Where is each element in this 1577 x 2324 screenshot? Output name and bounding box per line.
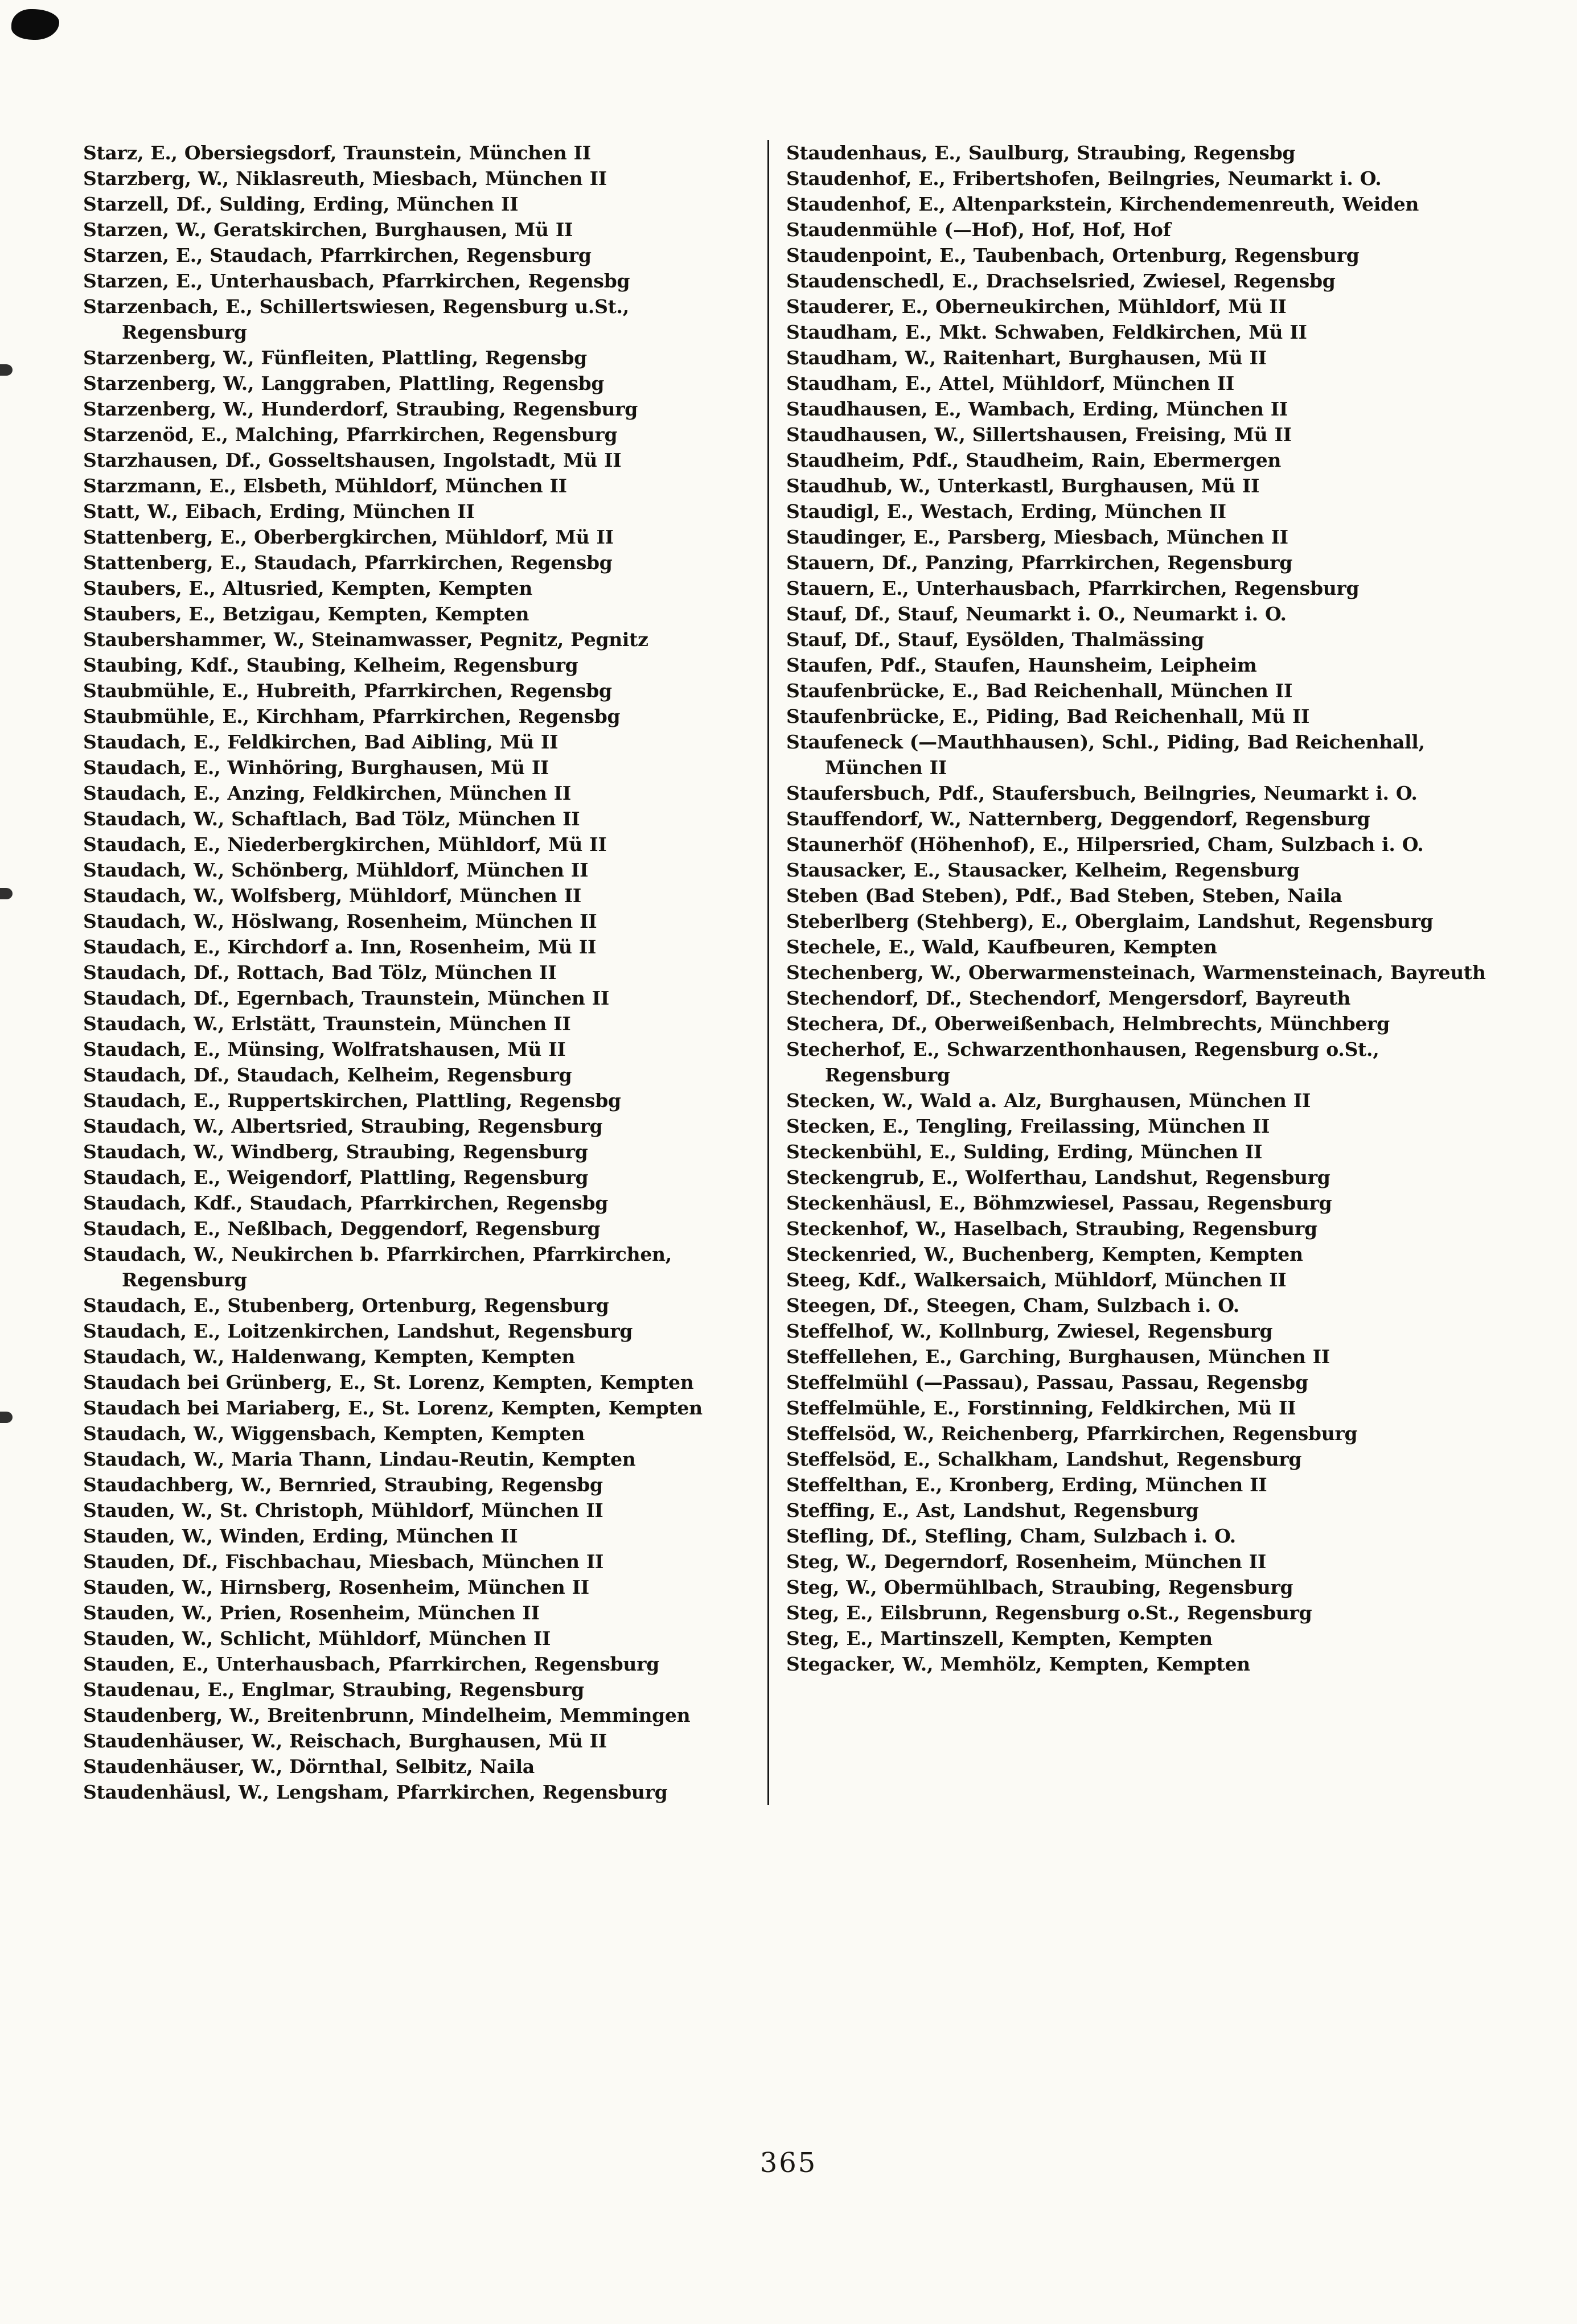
- gazetteer-entry: Starzenberg, W., Fünfleiten, Plattling, Regensbg: [83, 347, 587, 369]
- gazetteer-entry: Steberlberg (Stehberg), E., Oberglaim, Landshut, Regensburg: [786, 910, 1434, 932]
- gazetteer-entry: Steg, W., Obermühlbach, Straubing, Regensburg: [786, 1576, 1293, 1598]
- gazetteer-entry: Staubershammer, W., Steinamwasser, Pegnitz, Pegnitz: [83, 628, 648, 651]
- gazetteer-entry: Staudhausen, E., Wambach, Erding, München II: [786, 398, 1288, 420]
- gazetteer-entry: Stauden, W., Hirnsberg, Rosenheim, München II: [83, 1576, 589, 1598]
- gazetteer-entry: Staudigl, E., Westach, Erding, München II: [786, 500, 1226, 523]
- gazetteer-entry: Staudach, Df., Staudach, Kelheim, Regensburg: [83, 1064, 572, 1086]
- gazetteer-entry: Staudenhäuser, W., Dörnthal, Selbitz, Naila: [83, 1755, 535, 1778]
- gazetteer-entry: Stechele, E., Wald, Kaufbeuren, Kempten: [786, 936, 1217, 958]
- gazetteer-entry: Staudachberg, W., Bernried, Straubing, Regensbg: [83, 1474, 603, 1496]
- gazetteer-entry: Staufersbuch, Pdf., Staufersbuch, Beilngries, Neumarkt i. O.: [786, 782, 1418, 804]
- gazetteer-entry: Staudheim, Pdf., Staudheim, Rain, Ebermergen: [786, 449, 1282, 471]
- gazetteer-entry: Steckenhäusl, E., Böhmzwiesel, Passau, Regensburg: [786, 1192, 1332, 1214]
- text-columns: [83, 140, 1489, 1805]
- gazetteer-entry: Staudenschedl, E., Drachselsried, Zwiesel, Regensbg: [786, 270, 1336, 292]
- gazetteer-entry: Steffing, E., Ast, Landshut, Regensburg: [786, 1499, 1199, 1521]
- gazetteer-entry: Stauffendorf, W., Natternberg, Deggendorf, Regensburg: [786, 808, 1370, 830]
- gazetteer-entry: Staudhausen, W., Sillertshausen, Freising, Mü II: [786, 423, 1292, 446]
- scan-artifact: [11, 9, 59, 40]
- gazetteer-entry: Staudach, W., Erlstätt, Traunstein, München II: [83, 1013, 571, 1035]
- gazetteer-entry: Staubmühle, E., Hubreith, Pfarrkirchen, Regensbg: [83, 680, 612, 702]
- gazetteer-entry: Steg, W., Degerndorf, Rosenheim, München II: [786, 1550, 1266, 1573]
- gazetteer-entry: Staudach, E., Ruppertskirchen, Plattling, Regensbg: [83, 1089, 621, 1112]
- gazetteer-entry: Steckenbühl, E., Sulding, Erding, München II: [786, 1141, 1263, 1163]
- gazetteer-entry: Steffelthan, E., Kronberg, Erding, München II: [786, 1474, 1267, 1496]
- left-column: [83, 140, 755, 1805]
- gazetteer-entry: Stecherhof, E., Schwarzenthonhausen, Regensburg o.St., Regensburg: [786, 1038, 1379, 1086]
- gazetteer-entry: Starzenberg, W., Hunderdorf, Straubing, Regensburg: [83, 398, 638, 420]
- gazetteer-entry: Stechera, Df., Oberweißenbach, Helmbrechts, Münchberg: [786, 1013, 1390, 1035]
- gazetteer-entry: Staudinger, E., Parsberg, Miesbach, München II: [786, 526, 1288, 548]
- scan-artifact: [0, 888, 13, 899]
- gazetteer-entry: Steffelsöd, E., Schalkham, Landshut, Regensburg: [786, 1448, 1302, 1470]
- gazetteer-entry: Staudach, E., Stubenberg, Ortenburg, Regensburg: [83, 1294, 609, 1317]
- gazetteer-entry: Staudenau, E., Englmar, Straubing, Regensburg: [83, 1679, 585, 1701]
- gazetteer-entry: Staunerhöf (Höhenhof), E., Hilpersried, Cham, Sulzbach i. O.: [786, 833, 1424, 855]
- gazetteer-entry: Stechenberg, W., Oberwarmensteinach, Warmensteinach, Bayreuth: [786, 961, 1486, 984]
- gazetteer-entry: Staudenhäuser, W., Reischach, Burghausen, Mü II: [83, 1730, 607, 1752]
- gazetteer-entry: Staubers, E., Betzigau, Kempten, Kempten: [83, 603, 529, 625]
- gazetteer-entry: Staudenberg, W., Breitenbrunn, Mindelheim, Memmingen: [83, 1704, 691, 1726]
- gazetteer-entry: Staudach, E., Münsing, Wolfratshausen, Mü II: [83, 1038, 566, 1060]
- column-divider: [767, 140, 769, 1805]
- gazetteer-entry: Steffelmühl (—Passau), Passau, Passau, Regensbg: [786, 1371, 1308, 1393]
- gazetteer-entry: Stecken, E., Tengling, Freilassing, München II: [786, 1115, 1270, 1137]
- gazetteer-entry: Stauf, Df., Stauf, Eysölden, Thalmässing: [786, 628, 1204, 651]
- gazetteer-entry: Stauden, W., St. Christoph, Mühldorf, München II: [83, 1499, 603, 1521]
- gazetteer-entry: Staudham, W., Raitenhart, Burghausen, Mü II: [786, 347, 1267, 369]
- gazetteer-entry: Stauderer, E., Oberneukirchen, Mühldorf, Mü II: [786, 295, 1287, 318]
- gazetteer-entry: Steckengrub, E., Wolferthau, Landshut, Regensburg: [786, 1166, 1330, 1188]
- gazetteer-entry: Starzenöd, E., Malching, Pfarrkirchen, Regensburg: [83, 423, 618, 446]
- scan-artifact: [0, 364, 13, 376]
- gazetteer-entry: Starzen, W., Geratskirchen, Burghausen, Mü II: [83, 219, 573, 241]
- gazetteer-entry: Staudach bei Mariaberg, E., St. Lorenz, Kempten, Kempten: [83, 1397, 703, 1419]
- gazetteer-entry: Staudham, E., Mkt. Schwaben, Feldkirchen, Mü II: [786, 321, 1307, 343]
- gazetteer-entry: Steg, E., Martinszell, Kempten, Kempten: [786, 1627, 1213, 1650]
- gazetteer-entry: Staudenpoint, E., Taubenbach, Ortenburg, Regensburg: [786, 244, 1360, 266]
- gazetteer-entry: Staudach, W., Albertsried, Straubing, Regensburg: [83, 1115, 603, 1137]
- gazetteer-entry: Staudach, W., Neukirchen b. Pfarrkirchen, Pfarrkirchen, Regensburg: [83, 1243, 672, 1291]
- gazetteer-entry: Steffelhof, W., Kollnburg, Zwiesel, Regensburg: [786, 1320, 1273, 1342]
- gazetteer-entry: Staudach, Kdf., Staudach, Pfarrkirchen, Regensbg: [83, 1192, 608, 1214]
- gazetteer-entry: Staudenhäusl, W., Lengsham, Pfarrkirchen, Regensburg: [83, 1781, 668, 1803]
- gazetteer-entry: Staudach, E., Neßlbach, Deggendorf, Regensburg: [83, 1217, 601, 1240]
- gazetteer-entry: Staudenhof, E., Fribertshofen, Beilngries, Neumarkt i. O.: [786, 167, 1382, 190]
- gazetteer-entry: Staudach, E., Loitzenkirchen, Landshut, Regensburg: [83, 1320, 633, 1342]
- gazetteer-entry: Stauden, W., Prien, Rosenheim, München II: [83, 1602, 540, 1624]
- gazetteer-entry: Staufenbrücke, E., Bad Reichenhall, München II: [786, 680, 1293, 702]
- gazetteer-entry: Starzberg, W., Niklasreuth, Miesbach, München II: [83, 167, 607, 190]
- gazetteer-entry: Staudham, E., Attel, Mühldorf, München II: [786, 372, 1235, 394]
- gazetteer-entry: Staudhub, W., Unterkastl, Burghausen, Mü II: [786, 475, 1260, 497]
- gazetteer-entry: Staudach, W., Höslwang, Rosenheim, München II: [83, 910, 597, 932]
- gazetteer-entry: Starz, E., Obersiegsdorf, Traunstein, München II: [83, 142, 591, 164]
- gazetteer-entry: Staudach, W., Wolfsberg, Mühldorf, München II: [83, 885, 581, 907]
- gazetteer-entry: Steckenhof, W., Haselbach, Straubing, Regensburg: [786, 1217, 1317, 1240]
- gazetteer-entry: Staudenhaus, E., Saulburg, Straubing, Regensbg: [786, 142, 1296, 164]
- gazetteer-entry: Steffelmühle, E., Forstinning, Feldkirchen, Mü II: [786, 1397, 1296, 1419]
- gazetteer-entry: Starzen, E., Staudach, Pfarrkirchen, Regensburg: [83, 244, 592, 266]
- gazetteer-entry: Staudach, E., Winhöring, Burghausen, Mü II: [83, 756, 549, 779]
- gazetteer-entry: Steffelsöd, W., Reichenberg, Pfarrkirchen, Regensburg: [786, 1422, 1358, 1445]
- gazetteer-entry: Staudach, W., Schönberg, Mühldorf, München II: [83, 859, 589, 881]
- gazetteer-entry: Staudach, W., Wiggensbach, Kempten, Kempten: [83, 1422, 585, 1445]
- gazetteer-entry: Staudenhof, E., Altenparkstein, Kirchendemenreuth, Weiden: [786, 193, 1419, 215]
- gazetteer-entry: Staudach, E., Feldkirchen, Bad Aibling, Mü II: [83, 731, 558, 753]
- page-number: 365: [759, 2147, 818, 2179]
- gazetteer-entry: Starzell, Df., Sulding, Erding, München II: [83, 193, 519, 215]
- gazetteer-entry: Stauern, Df., Panzing, Pfarrkirchen, Regensburg: [786, 552, 1293, 574]
- gazetteer-entry: Staufenbrücke, E., Piding, Bad Reichenhall, Mü II: [786, 705, 1310, 727]
- gazetteer-entry: Staudach, Df., Egernbach, Traunstein, München II: [83, 987, 609, 1009]
- gazetteer-entry: Staudach, E., Anzing, Feldkirchen, München II: [83, 782, 572, 804]
- gazetteer-entry: Stecken, W., Wald a. Alz, Burghausen, München II: [786, 1089, 1311, 1112]
- gazetteer-entry: Starzmann, E., Elsbeth, Mühldorf, München II: [83, 475, 567, 497]
- gazetteer-entry: Stauf, Df., Stauf, Neumarkt i. O., Neumarkt i. O.: [786, 603, 1287, 625]
- gazetteer-entry: Stausacker, E., Stausacker, Kelheim, Regensburg: [786, 859, 1300, 881]
- gazetteer-entry: Staudach, W., Maria Thann, Lindau-Reutin, Kempten: [83, 1448, 636, 1470]
- gazetteer-entry: Stauden, W., Winden, Erding, München II: [83, 1525, 518, 1547]
- gazetteer-entry: Staudach, E., Weigendorf, Plattling, Regensburg: [83, 1166, 589, 1188]
- gazetteer-entry: Staudach, E., Kirchdorf a. Inn, Rosenheim, Mü II: [83, 936, 597, 958]
- scan-artifact: [0, 1412, 13, 1423]
- gazetteer-entry: Starzen, E., Unterhausbach, Pfarrkirchen, Regensbg: [83, 270, 630, 292]
- gazetteer-entry: Staudach bei Grünberg, E., St. Lorenz, Kempten, Kempten: [83, 1371, 694, 1393]
- gazetteer-entry: Staufeneck (—Mauthhausen), Schl., Piding, Bad Reichenhall, München II: [786, 731, 1425, 779]
- gazetteer-entry: Starzhausen, Df., Gosseltshausen, Ingolstadt, Mü II: [83, 449, 622, 471]
- gazetteer-entry: Steffellehen, E., Garching, Burghausen, München II: [786, 1346, 1330, 1368]
- gazetteer-entry: Staudach, E., Niederbergkirchen, Mühldorf, Mü II: [83, 833, 607, 855]
- gazetteer-entry: Statt, W., Eibach, Erding, München II: [83, 500, 475, 523]
- gazetteer-entry: Stattenberg, E., Oberbergkirchen, Mühldorf, Mü II: [83, 526, 614, 548]
- gazetteer-entry: Staudach, W., Haldenwang, Kempten, Kempten: [83, 1346, 576, 1368]
- gazetteer-entry: Steeg, Kdf., Walkersaich, Mühldorf, München II: [786, 1269, 1287, 1291]
- gazetteer-entry: Steg, E., Eilsbrunn, Regensburg o.St., Regensburg: [786, 1602, 1312, 1624]
- gazetteer-entry: Staubmühle, E., Kirchham, Pfarrkirchen, Regensbg: [83, 705, 621, 727]
- gazetteer-entry: Starzenberg, W., Langgraben, Plattling, Regensbg: [83, 372, 605, 394]
- gazetteer-entry: Steckenried, W., Buchenberg, Kempten, Kempten: [786, 1243, 1303, 1265]
- gazetteer-entry: Staubers, E., Altusried, Kempten, Kempten: [83, 577, 533, 599]
- gazetteer-entry: Stauern, E., Unterhausbach, Pfarrkirchen, Regensburg: [786, 577, 1360, 599]
- gazetteer-entry: Staudenmühle (—Hof), Hof, Hof, Hof: [786, 219, 1171, 241]
- gazetteer-entry: Staudach, W., Windberg, Straubing, Regensburg: [83, 1141, 588, 1163]
- gazetteer-entry: Stauden, W., Schlicht, Mühldorf, München II: [83, 1627, 551, 1650]
- gazetteer-entry: Steben (Bad Steben), Pdf., Bad Steben, Steben, Naila: [786, 885, 1342, 907]
- gazetteer-entry: Staubing, Kdf., Staubing, Kelheim, Regensburg: [83, 654, 578, 676]
- gazetteer-entry: Stattenberg, E., Staudach, Pfarrkirchen, Regensbg: [83, 552, 613, 574]
- gazetteer-entry: Stegacker, W., Memhölz, Kempten, Kempten: [786, 1653, 1250, 1675]
- gazetteer-entry: Stefling, Df., Stefling, Cham, Sulzbach i. O.: [786, 1525, 1236, 1547]
- gazetteer-entry: Stauden, E., Unterhausbach, Pfarrkirchen, Regensburg: [83, 1653, 659, 1675]
- gazetteer-entry: Stauden, Df., Fischbachau, Miesbach, München II: [83, 1550, 604, 1573]
- gazetteer-entry: Staufen, Pdf., Staufen, Haunsheim, Leipheim: [786, 654, 1257, 676]
- right-column: [786, 140, 1489, 1805]
- gazetteer-entry: Staudach, W., Schaftlach, Bad Tölz, München II: [83, 808, 580, 830]
- gazetteer-entry: Starzenbach, E., Schillertswiesen, Regensburg u.St., Regensburg: [83, 295, 629, 343]
- gazetteer-entry: Staudach, Df., Rottach, Bad Tölz, München II: [83, 961, 557, 984]
- gazetteer-entry: Steegen, Df., Steegen, Cham, Sulzbach i. O.: [786, 1294, 1239, 1317]
- gazetteer-entry: Stechendorf, Df., Stechendorf, Mengersdorf, Bayreuth: [786, 987, 1351, 1009]
